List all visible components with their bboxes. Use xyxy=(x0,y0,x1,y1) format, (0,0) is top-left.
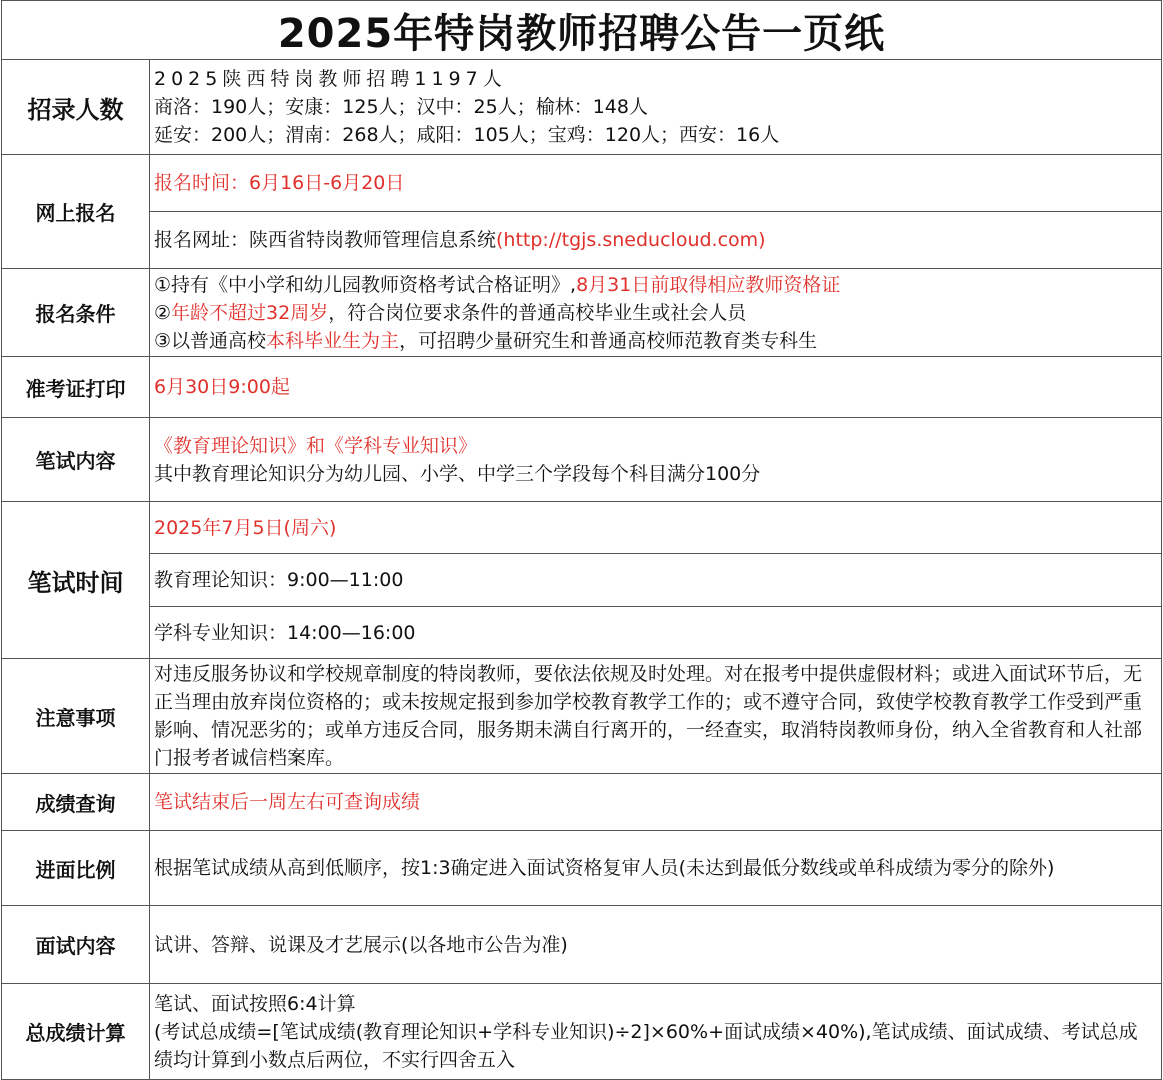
row-notes xyxy=(2,659,1162,774)
exam-content-cell xyxy=(150,418,1162,502)
row-recruit xyxy=(2,60,1162,155)
recruit-total: 2025陕西特岗教师招聘1197人 xyxy=(154,68,507,90)
label-score-query: 成绩查询 xyxy=(2,774,150,831)
row-admission xyxy=(2,357,1162,418)
condition-2-highlight: 年龄不超过32周岁 xyxy=(171,301,329,324)
label-conditions: 报名条件 xyxy=(2,269,150,357)
recruit-cities-1: 商洛：190人；安康：125人；汉中：25人；榆林：148人 xyxy=(154,96,648,118)
signup-time: 报名时间：6月16日-6月20日 xyxy=(150,155,1162,212)
row-exam-content xyxy=(2,418,1162,502)
total-score-formula: (考试总成绩=[笔试成绩(教育理论知识+学科专业知识)÷2]×60%+面试成绩×40%),笔试成绩、面试成绩、考试总成绩均计算到小数点后两位，不实行四舍五入 xyxy=(154,1020,1138,1071)
signup-site-label: 报名网址：陕西省特岗教师管理信息系统 xyxy=(154,229,497,251)
page-title: 2025年特岗教师招聘公告一页纸 xyxy=(2,1,1162,60)
interview-content-value: 试讲、答辩、说课及才艺展示(以各地市公告为准) xyxy=(150,906,1162,984)
label-notes: 注意事项 xyxy=(2,659,150,774)
label-admission: 准考证打印 xyxy=(2,357,150,418)
condition-1-text: ①持有《中小学和幼儿园教师资格考试合格证明》, xyxy=(154,273,577,296)
condition-1 xyxy=(154,271,1155,299)
exam-subjects: 《教育理论知识》和《学科专业知识》 xyxy=(154,434,478,457)
exam-session-2: 学科专业知识：14:00—16:00 xyxy=(150,607,1162,659)
title-row xyxy=(2,1,1162,60)
signup-url-link[interactable]: (http://tgjs.sneducloud.com) xyxy=(496,229,766,251)
row-signup-site xyxy=(2,212,1162,269)
score-query-value: 笔试结束后一周左右可查询成绩 xyxy=(150,774,1162,831)
recruit-cities-2: 延安：200人；渭南：268人；咸阳：105人；宝鸡：120人；西安：16人 xyxy=(154,124,780,146)
condition-3-text-b: ，可招聘少量研究生和普通高校师范教育类专科生 xyxy=(399,329,818,352)
condition-2 xyxy=(154,299,1155,327)
label-interview-ratio: 进面比例 xyxy=(2,831,150,906)
row-interview-ratio xyxy=(2,831,1162,906)
condition-2-text: ，符合岗位要求条件的普通高校毕业生或社会人员 xyxy=(328,301,747,324)
exam-subjects-detail: 其中教育理论知识分为幼儿园、小学、中学三个学段每个科目满分100分 xyxy=(154,462,761,485)
total-score-content xyxy=(150,984,1162,1080)
label-total-score: 总成绩计算 xyxy=(2,984,150,1080)
condition-2-marker: ② xyxy=(154,301,172,324)
row-exam-session-2 xyxy=(2,607,1162,659)
condition-1-highlight: 8月31日前取得相应教师资格证 xyxy=(576,273,841,296)
admission-value: 6月30日9:00起 xyxy=(150,357,1162,418)
notes-text: 对违反服务协议和学校规章制度的特岗教师，要依法依规及时处理。对在报考中提供虚假材料；或进入面试环节后，无正当理由放弃岗位资格的；或未按规定报到参加学校教育教学工作的；或不遵守合同，致使学校教育教学工作受到严重影响、情况恶劣的；或单方违反合同，服务期未满自行离开的，一经查实，取消特岗教师身份，纳入全省教育和人社部门报考者诚信档案库。 xyxy=(150,659,1162,774)
condition-3-text-a: ③以普通高校 xyxy=(154,329,267,352)
row-score-query xyxy=(2,774,1162,831)
exam-date: 2025年7月5日(周六) xyxy=(150,502,1162,554)
recruit-content xyxy=(150,60,1162,155)
label-exam-time: 笔试时间 xyxy=(2,502,150,659)
total-score-ratio: 笔试、面试按照6:4计算 xyxy=(154,992,356,1015)
row-total-score xyxy=(2,984,1162,1080)
label-recruit: 招录人数 xyxy=(2,60,150,155)
condition-3 xyxy=(154,327,1155,355)
label-interview-content: 面试内容 xyxy=(2,906,150,984)
row-conditions xyxy=(2,269,1162,357)
signup-site xyxy=(150,212,1162,269)
condition-3-highlight: 本科毕业生为主 xyxy=(266,329,400,352)
row-exam-date xyxy=(2,502,1162,554)
label-exam-content: 笔试内容 xyxy=(2,418,150,502)
interview-ratio-value: 根据笔试成绩从高到低顺序，按1:3确定进入面试资格复审人员(未达到最低分数线或单科成绩为零分的除外) xyxy=(150,831,1162,906)
exam-session-1: 教育理论知识：9:00—11:00 xyxy=(150,554,1162,607)
row-signup-time xyxy=(2,155,1162,212)
label-signup: 网上报名 xyxy=(2,155,150,269)
notice-table xyxy=(1,0,1162,1080)
conditions-content xyxy=(150,269,1162,357)
row-interview-content xyxy=(2,906,1162,984)
row-exam-session-1 xyxy=(2,554,1162,607)
